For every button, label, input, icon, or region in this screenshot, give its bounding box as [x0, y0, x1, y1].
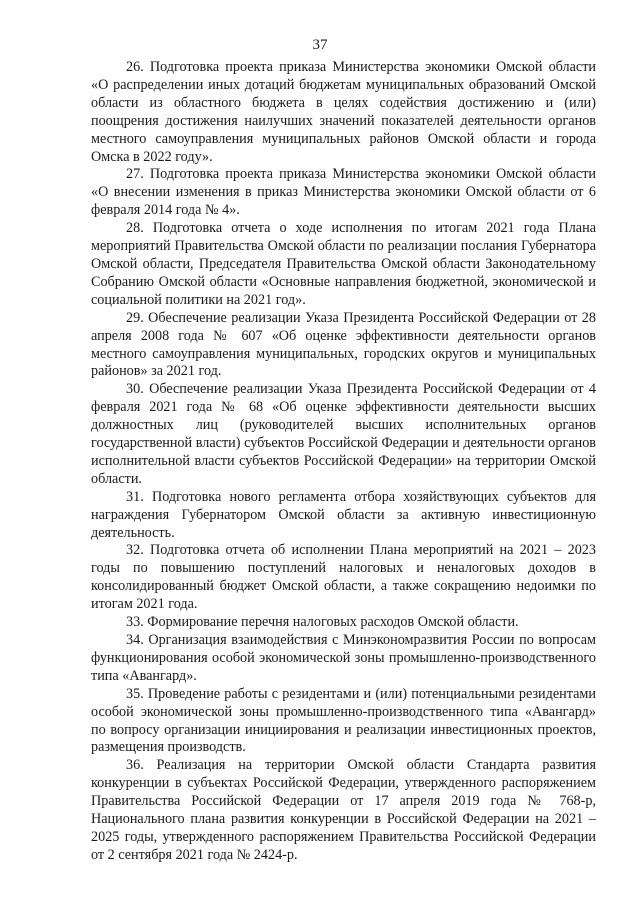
- paragraph-item-36: 36. Реализация на территории Омской области Стандарта развития конкуренции в субъектах Российской Федерации, утвержденного распоряжением Правительства Российской Федерации от 17 апреля 2019 года № 768-р, Национального плана развития конкуренции в Российской Федерации на 2021 – 2025 годы, утвержденного распоряжением Правительства Российской Федерации от 2 сентября 2021 года № 2424-р.: [91, 757, 596, 863]
- paragraph-item-28: 28. Подготовка отчета о ходе исполнения по итогам 2021 года Плана мероприятий Правительства Омской области по реализации послания Губернатора Омской области, Председателя Правительства Омской области Законодательному Собранию Омской области «Основные направления бюджетной, экономической и социальной политики на 2021 год».: [91, 220, 596, 308]
- paragraph-item-26: 26. Подготовка проекта приказа Министерства экономики Омской области «О распределении иных дотаций бюджетам муниципальных образований Омской области из областного бюджета в целях содействия достижению и (или) поощрения достижения наилучших значений показателей деятельности органов местного самоуправления муниципальных районов Омской области и города Омска в 2022 году».: [91, 59, 596, 165]
- paragraph-item-31: 31. Подготовка нового регламента отбора хозяйствующих субъектов для награждения Губернатором Омской области за активную инвестиционную деятельность.: [91, 488, 596, 541]
- document-body: [91, 59, 596, 865]
- page-number: 37: [312, 37, 328, 53]
- paragraph-item-27: 27. Подготовка проекта приказа Министерства экономики Омской области «О внесении изменения в приказ Министерства экономики Омской области от 6 февраля 2014 года № 4».: [91, 166, 596, 219]
- paragraph-item-34: 34. Организация взаимодействия с Минэкономразвития России по вопросам функционирования особой экономической зоны промышленно-производственного типа «Авангард».: [91, 632, 596, 684]
- paragraph-item-33: 33. Формирование перечня налоговых расходов Омской области.: [126, 614, 519, 631]
- paragraph-item-29: 29. Обеспечение реализации Указа Президента Российской Федерации от 28 апреля 2008 года № 607 «Об оценке эффективности деятельности органов местного самоуправления муниципальных, городских округов и муниципальных районов» за 2021 год.: [91, 309, 596, 380]
- paragraph-item-32: 32. Подготовка отчета об исполнении Плана мероприятий на 2021 – 2023 годы по повышению поступлений налоговых и неналоговых доходов в консолидированный бюджет Омской области, а также сокращению недоимки по итогам 2021 года.: [91, 542, 596, 613]
- paragraph-item-30: 30. Обеспечение реализации Указа Президента Российской Федерации от 4 февраля 2021 года № 68 «Об оценке эффективности деятельности высших должностных лиц (руководителей высших исполнительных органов государственной власти) субъектов Российской Федерации и деятельности органов исполнительной власти субъектов Российской Федерации» на территории Омской области.: [91, 381, 596, 487]
- paragraph-item-35: 35. Проведение работы с резидентами и (или) потенциальными резидентами особой экономической зоны промышленно-производственного типа «Авангард» по вопросу организации инициирования и реализации инвестиционных проектов, размещения производств.: [91, 685, 596, 756]
